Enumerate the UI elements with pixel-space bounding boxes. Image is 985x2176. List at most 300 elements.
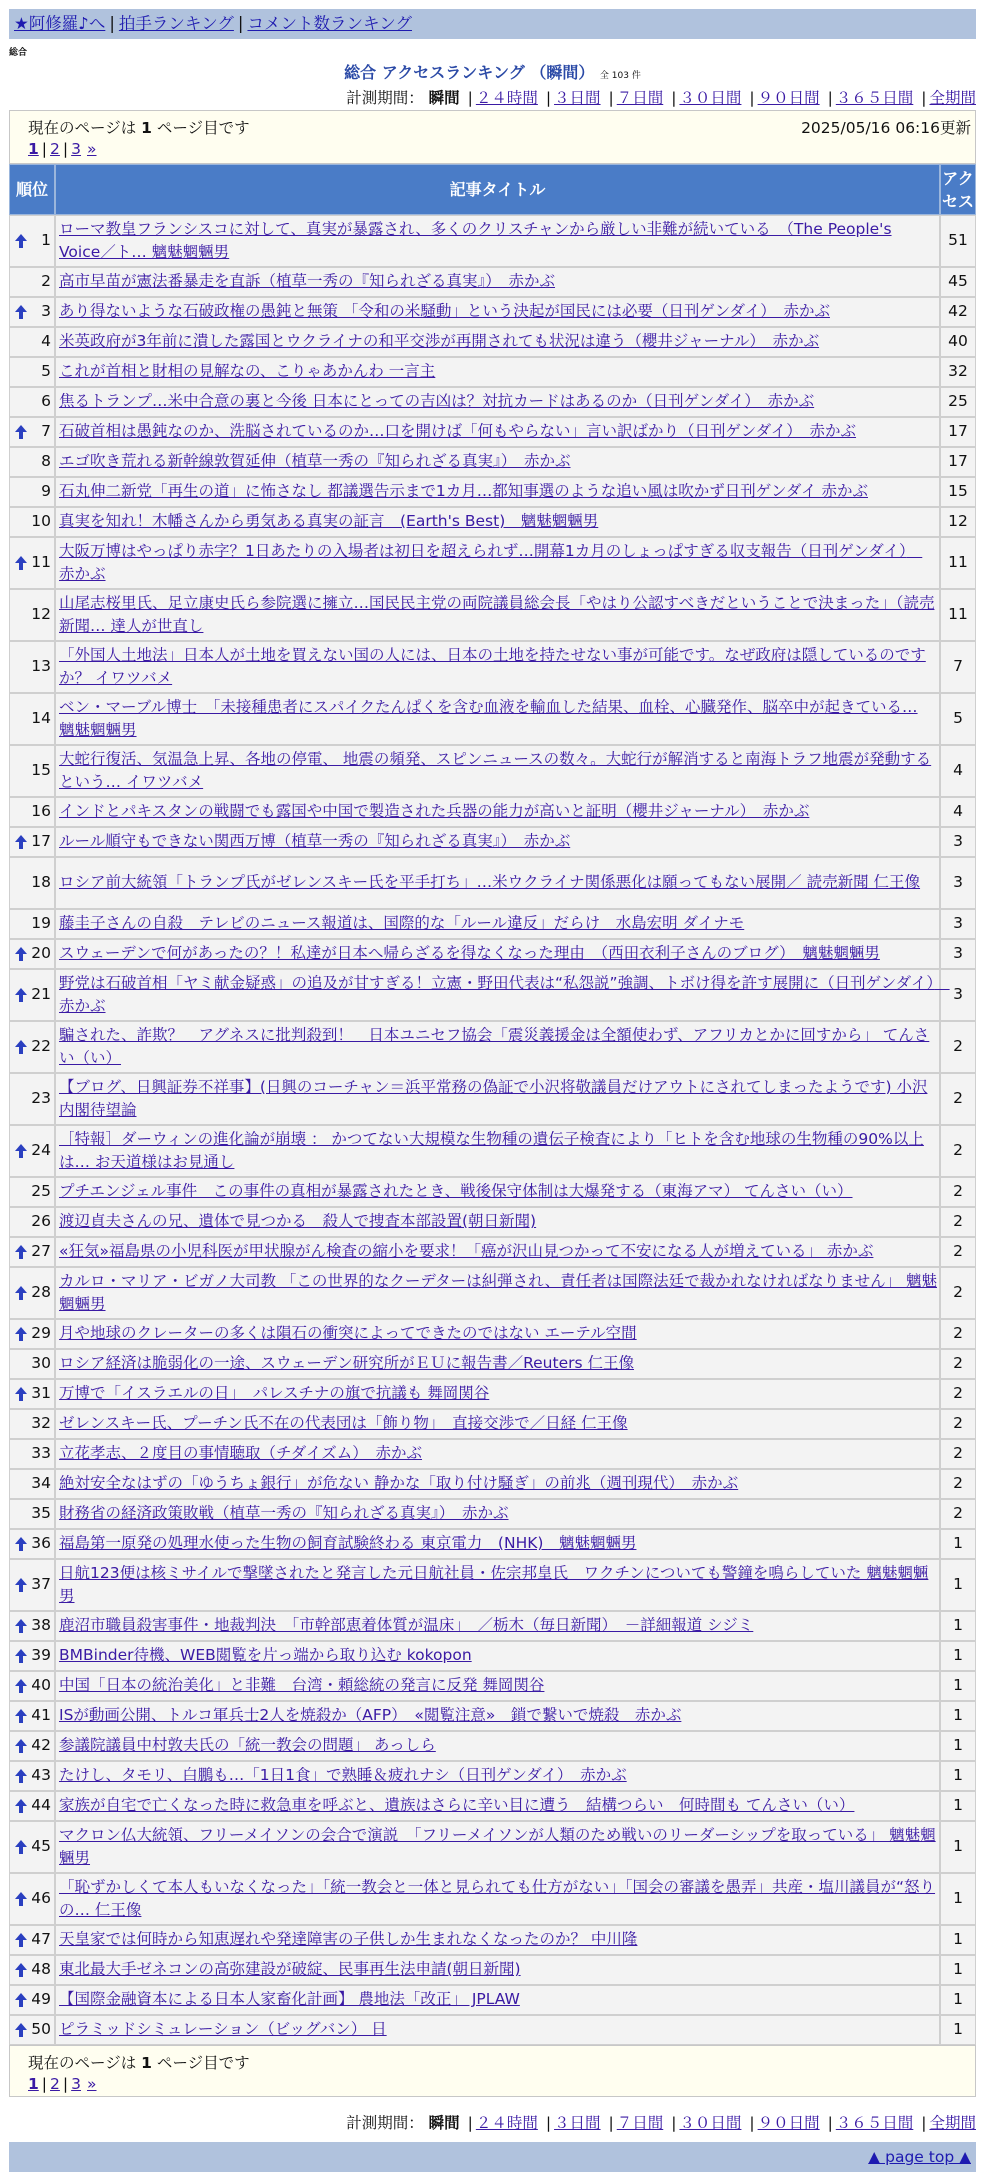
period-link-all[interactable]: 全期間 (929, 89, 976, 107)
access-count: 1 (940, 1641, 976, 1671)
ranking-table (9, 164, 976, 2045)
table-row (9, 417, 976, 447)
access-count: 1 (940, 1701, 976, 1731)
table-row (9, 969, 976, 1021)
article-link[interactable]: BMBinder待機、WEB閲覧を片っ端から取り込む kokopon (59, 1646, 472, 1665)
title-cell (55, 1955, 940, 1985)
rank-cell (9, 1873, 55, 1925)
article-link[interactable]: 大阪万博はやっぱり赤字？1日あたりの入場者は初日を超えられず…開幕1カ月のしょっぱすぎる収支報告（日刊ゲンダイ） 赤かぶ (59, 541, 923, 583)
page-link-1[interactable]: 1 (28, 140, 39, 158)
article-link[interactable]: ルール順守もできない関西万博（植草一秀の『知られざる真実』） 赤かぶ (59, 832, 571, 851)
table-row (9, 939, 976, 969)
rank-number: 29 (31, 1324, 51, 1343)
rank-cell (9, 745, 55, 797)
article-link[interactable]: これが首相と財相の見解なの、こりゃあかんわ 一言主 (59, 362, 436, 381)
page-link-next[interactable]: » (87, 140, 97, 158)
article-link[interactable]: 「外国人土地法」日本人が土地を買えない国の人には、日本の土地を持たせない事が可能です。なぜ政府は隠しているのですか？ イワツバメ (59, 645, 926, 687)
rank-number: 43 (31, 1766, 51, 1785)
rank-cell (9, 1073, 55, 1125)
access-count: 42 (940, 297, 976, 327)
access-count: 11 (940, 537, 976, 589)
rank-cell (9, 969, 55, 1021)
table-row (9, 387, 976, 417)
access-count: 2 (940, 1319, 976, 1349)
rank-cell (9, 857, 55, 909)
rank-cell (9, 477, 55, 507)
article-link[interactable]: 山尾志桜里氏、足立康史氏ら参院選に擁立…国民民主党の両院議員総会長「やはり公認すべきだということで決まった」（読売新聞… 達人が世直し (59, 593, 935, 635)
title-cell (55, 1821, 940, 1873)
access-count: 1 (940, 1821, 976, 1873)
table-row (9, 1125, 976, 1177)
title-cell (55, 1791, 940, 1821)
table-row (9, 909, 976, 939)
rank-number: 46 (31, 1889, 51, 1908)
table-row (9, 507, 976, 537)
table-row (9, 827, 976, 857)
rank-cell (9, 447, 55, 477)
rank-cell (9, 1761, 55, 1791)
period-current: 瞬間 (428, 2114, 460, 2132)
period-link-3d[interactable]: ３日間 (554, 89, 601, 107)
access-count: 2 (940, 1499, 976, 1529)
page-info-bottom (9, 2045, 976, 2097)
rank-cell (9, 357, 55, 387)
article-link[interactable]: 石破首相は愚鈍なのか、洗脳されているのか…口を開けば「何もやらない」言い訳ばかり（日刊ゲンダイ） 赤かぶ (59, 422, 857, 441)
rank-number: 21 (31, 985, 51, 1004)
rank-number: 12 (31, 605, 51, 624)
rank-number: 37 (31, 1575, 51, 1594)
period-link-all[interactable]: 全期間 (929, 2114, 976, 2132)
access-count: 1 (940, 1925, 976, 1955)
up-arrow-icon (14, 1618, 28, 1634)
table-row (9, 1073, 976, 1125)
rank-number: 8 (41, 452, 51, 471)
current-page-text: 現在のページは 1 ページ目です (28, 2054, 250, 2072)
article-link[interactable]: 財務省の経済政策敗戦（植草一秀の『知られざる真実』） 赤かぶ (59, 1504, 509, 1523)
rank-cell (9, 387, 55, 417)
table-row (9, 1021, 976, 1073)
period-link-365d[interactable]: ３６５日間 (835, 2114, 914, 2132)
table-row (9, 1791, 976, 1821)
rank-cell (9, 1207, 55, 1237)
article-link[interactable]: エゴ吹き荒れる新幹線敦賀延伸（植草一秀の『知られざる真実』） 赤かぶ (59, 452, 571, 471)
article-link[interactable]: インドとパキスタンの戦闘でも露国や中国で製造された兵器の能力が高いと証明（櫻井ジャーナル） 赤かぶ (59, 802, 810, 821)
article-link[interactable]: 福島第一原発の処理水使った生物の飼育試験終わる 東京電力 (NHK) 魑魅魍魎男 (59, 1534, 637, 1553)
access-count: 1 (940, 1985, 976, 2015)
title-cell (55, 327, 940, 357)
rank-cell (9, 797, 55, 827)
rank-cell (9, 693, 55, 745)
rank-cell (9, 327, 55, 357)
rank-cell (9, 1731, 55, 1761)
table-row (9, 477, 976, 507)
title-cell (55, 447, 940, 477)
rank-number: 30 (31, 1354, 51, 1373)
up-arrow-icon (14, 1536, 28, 1552)
article-link[interactable]: 家族が自宅で亡くなった時に救急車を呼ぶと、遺族はさらに辛い目に遭う 結構つらい 何時間も てんさい（い） (59, 1796, 855, 1815)
rank-cell (9, 417, 55, 447)
table-row (9, 1499, 976, 1529)
title-cell (55, 1409, 940, 1439)
article-link[interactable]: 鹿沼市職員殺害事件・地裁判決 「市幹部恵着体質が温床」 ／栃木（毎日新聞） －詳細報道 シジミ (59, 1616, 754, 1635)
table-row (9, 1439, 976, 1469)
table-row (9, 797, 976, 827)
rank-cell (9, 1791, 55, 1821)
table-row (9, 2015, 976, 2045)
title-cell (55, 641, 940, 693)
title-cell (55, 1641, 940, 1671)
article-link[interactable]: 焦るトランプ…米中合意の裏と今後 日本にとっての吉凶は？対抗カードはあるのか（日刊ゲンダイ） 赤かぶ (59, 392, 815, 411)
rank-number: 25 (31, 1182, 51, 1201)
title-cell (55, 1021, 940, 1073)
rank-number: 31 (31, 1384, 51, 1403)
title-cell (55, 857, 940, 909)
article-link[interactable]: ロシア経済は脆弱化の一途、スウェーデン研究所がＥＵに報告書／Reuters 仁王像 (59, 1354, 634, 1373)
article-link[interactable]: 【国際金融資本による日本人家畜化計画】 農地法「改正」 JPLAW (59, 1990, 520, 2009)
access-count: 2 (940, 1267, 976, 1319)
period-link-30d[interactable]: ３０日間 (679, 89, 742, 107)
up-arrow-icon (14, 987, 28, 1003)
access-count: 1 (940, 1955, 976, 1985)
table-row (9, 1821, 976, 1873)
article-link[interactable]: 中国「日本の統治美化」と非難 台湾・頼総統の発言に反発 舞岡関谷 (59, 1676, 545, 1695)
table-row (9, 1955, 976, 1985)
rank-number: 47 (31, 1930, 51, 1949)
nav-link-comment-ranking[interactable]: コメント数ランキング (247, 14, 412, 33)
table-row (9, 447, 976, 477)
rank-cell (9, 1671, 55, 1701)
article-link[interactable]: スウェーデンで何があったの？！私達が日本へ帰らざるを得なくなった理由 （西田衣利子さんのブログ） 魑魅魍魎男 (59, 944, 880, 963)
article-link[interactable]: たけし、タモリ、白鵬も…「1日1食」で熟睡＆疲れナシ（日刊ゲンダイ） 赤かぶ (59, 1766, 627, 1785)
access-count: 5 (940, 693, 976, 745)
period-link-365d[interactable]: ３６５日間 (835, 89, 914, 107)
rank-number: 44 (31, 1796, 51, 1815)
access-count: 2 (940, 1439, 976, 1469)
period-current: 瞬間 (428, 89, 460, 107)
rank-cell (9, 1925, 55, 1955)
current-page-text: 現在のページは 1 ページ目です (28, 119, 250, 137)
rank-cell (9, 507, 55, 537)
article-link[interactable]: プチエンジェル事件 この事件の真相が暴露されたとき、戦後保守体制は大爆発する（東海アマ） てんさい（い） (59, 1182, 853, 1201)
rank-number: 49 (31, 1990, 51, 2009)
period-selector-bottom: 計測期間： 瞬間 | ２４時間 | ３日間 | ７日間 | ３０日間 | ９０日間 | ３６５日間 | 全期間 (346, 2114, 976, 2132)
page-top-link[interactable]: ▲ page top ▲ (868, 2148, 971, 2166)
up-arrow-icon (14, 1962, 28, 1978)
access-count: 3 (940, 969, 976, 1021)
access-count: 1 (940, 1761, 976, 1791)
article-link[interactable]: 【ブログ、日興証券不祥事】(日興のコーチャン＝浜平常務の偽証で小沢将敬議員だけアウトにされてしまったようです) 小沢内閣待望論 (59, 1077, 928, 1119)
article-link[interactable]: 万博で「イスラエルの日」 パレスチナの旗で抗議も 舞岡関谷 (59, 1384, 490, 1403)
rank-cell (9, 1985, 55, 2015)
title-cell (55, 1349, 940, 1379)
rank-number: 17 (31, 832, 51, 851)
rank-number: 15 (31, 761, 51, 780)
rank-cell (9, 1439, 55, 1469)
article-link[interactable]: 米英政府が3年前に潰した露国とウクライナの和平交渉が再開されても状況は違う（櫻井ジャーナル） 赤かぶ (59, 332, 820, 351)
rank-cell (9, 1379, 55, 1409)
ranking-body (9, 215, 976, 2045)
table-row (9, 1641, 976, 1671)
access-count: 12 (940, 507, 976, 537)
rank-cell (9, 1319, 55, 1349)
header-title: 記事タイトル (55, 164, 940, 215)
rank-number: 19 (31, 914, 51, 933)
table-row (9, 745, 976, 797)
table-row (9, 641, 976, 693)
rank-cell (9, 1021, 55, 1073)
article-link[interactable]: 野党は石破首相「ヤミ献金疑惑」の追及が甘すぎる！立憲・野田代表は“私怨説”強調、トボけ得を許す展開に（日刊ゲンダイ） 赤かぶ (59, 973, 950, 1015)
total-count: 全 103 件 (599, 71, 641, 81)
title-cell (55, 797, 940, 827)
up-arrow-icon (14, 1285, 28, 1301)
title-cell (55, 215, 940, 267)
access-count: 2 (940, 1379, 976, 1409)
title-cell (55, 357, 940, 387)
rank-cell (9, 1955, 55, 1985)
up-arrow-icon (14, 1648, 28, 1664)
table-row (9, 857, 976, 909)
rank-number: 28 (31, 1283, 51, 1302)
up-arrow-icon (14, 1326, 28, 1342)
up-arrow-icon (14, 1577, 28, 1593)
period-link-90d[interactable]: ９０日間 (757, 89, 820, 107)
article-link[interactable]: 「恥ずかしくて本人もいなくなった」「統一教会と一体と見られても仕方がない」「国会の審議を愚弄」共産・塩川議員が“怒りの… 仁王像 (59, 1877, 936, 1919)
rank-cell (9, 2015, 55, 2045)
page-link-2[interactable]: 2 (50, 140, 60, 158)
title-cell (55, 969, 950, 1021)
period-label: 計測期間： (346, 2114, 424, 2132)
article-link[interactable]: 絶対安全なはずの「ゆうちょ銀行」が危ない 静かな「取り付け騒ぎ」の前兆（週刊現代） 赤かぶ (59, 1474, 739, 1493)
rank-cell (9, 537, 55, 589)
period-link-24h[interactable]: ２４時間 (475, 2114, 538, 2132)
article-link[interactable]: 立花孝志、２度目の事情聴取（チダイズム） 赤かぶ (59, 1444, 423, 1463)
period-link-7d[interactable]: ７日間 (616, 89, 664, 107)
page-link-next[interactable]: » (87, 2075, 97, 2093)
table-row (9, 1671, 976, 1701)
table-row (9, 1529, 976, 1559)
article-link[interactable]: 石丸伸二新党「再生の道」に怖さなし 都議選告示まで1カ月…都知事選のような追い風は吹かず日刊ゲンダイ 赤かぶ (59, 482, 868, 501)
up-arrow-icon (14, 424, 28, 440)
rank-cell (9, 1499, 55, 1529)
up-arrow-icon (14, 1244, 28, 1260)
article-link[interactable]: 大蛇行復活、気温急上昇、各地の停電、 地震の頻発、スピンニュースの数々。大蛇行が解消すると南海トラフ地震が発動するという… イワツバメ (59, 749, 932, 791)
rank-cell (9, 641, 55, 693)
rank-cell (9, 1611, 55, 1641)
table-row (9, 297, 976, 327)
rank-cell (9, 1701, 55, 1731)
article-link[interactable]: 天皇家では何時から知恵遅れや発達障害の子供しか生まれなくなったのか？ 中川隆 (59, 1930, 638, 1949)
table-row (9, 693, 976, 745)
rank-cell (9, 939, 55, 969)
access-count: 2 (940, 1177, 976, 1207)
rank-number: 18 (31, 873, 51, 892)
access-count: 3 (940, 909, 976, 939)
up-arrow-icon (14, 946, 28, 962)
title-cell (55, 1731, 940, 1761)
article-link[interactable]: 参議院議員中村敦夫氏の「統一教会の問題」 あっしら (59, 1736, 436, 1755)
title-cell (55, 1237, 940, 1267)
article-link[interactable]: 高市早苗が憲法番暴走を直訴（植草一秀の『知られざる真実』） 赤かぶ (59, 272, 556, 291)
access-count: 11 (940, 589, 976, 641)
title-cell (55, 827, 940, 857)
table-row (9, 1873, 976, 1925)
title-cell (55, 1701, 940, 1731)
up-arrow-icon (14, 834, 28, 850)
table-row (9, 1409, 976, 1439)
title-cell (55, 1177, 940, 1207)
updated-timestamp: 2025/05/16 06:16更新 (801, 119, 971, 137)
access-count: 2 (940, 1207, 976, 1237)
period-link-24h[interactable]: ２４時間 (475, 89, 538, 107)
article-link[interactable]: 藤圭子さんの自殺 テレビのニュース報道は、国際的な「ルール違反」だらけ 水島宏明 ダイナモ (59, 914, 745, 933)
article-link[interactable]: ［特報］ダーウィンの進化論が崩壊 ： かつてない大規模な生物種の遺伝子検査により「ヒトを含む地球の生物種の90%以上は… お天道様はお見通し (59, 1129, 924, 1171)
title-cell (55, 1207, 940, 1237)
rank-number: 32 (31, 1414, 51, 1433)
article-link[interactable]: ISが動画公開、トルコ軍兵士2人を焼殺か（AFP） «閲覧注意» 鎖で繋いで焼殺 赤かぶ (59, 1706, 682, 1725)
article-link[interactable]: 日航123便は核ミサイルで撃墜されたと発言した元日航社員・佐宗邦皇氏 ワクチンについても警鐘を鳴らしていた 魑魅魍魎男 (59, 1563, 929, 1605)
rank-number: 24 (31, 1141, 51, 1160)
rank-cell (9, 909, 55, 939)
article-link[interactable]: ゼレンスキー氏、プーチン氏不在の代表団は「飾り物」 直接交渉で／日経 仁王像 (59, 1414, 628, 1433)
title-cell (55, 267, 940, 297)
rank-number: 45 (31, 1837, 51, 1856)
rank-number: 50 (31, 2020, 51, 2039)
article-link[interactable]: カルロ・マリア・ビガノ大司教 「この世界的なクーデターは糾弾され、責任者は国際法廷で裁かれなければなりません」 魑魅魍魎男 (59, 1271, 938, 1313)
rank-number: 2 (41, 272, 51, 291)
article-link[interactable]: «狂気»福島県の小児科医が甲状腺がん検査の縮小を要求！「癌が沢山見つかって不安になる人が増えている」 赤かぶ (59, 1242, 874, 1261)
rank-number: 36 (31, 1534, 51, 1553)
nav-link-clap-ranking[interactable]: 拍手ランキング (118, 14, 234, 33)
rank-number: 42 (31, 1736, 51, 1755)
rank-cell (9, 267, 55, 297)
access-count: 1 (940, 1671, 976, 1701)
access-count: 2 (940, 1409, 976, 1439)
period-link-30d[interactable]: ３０日間 (679, 2114, 742, 2132)
up-arrow-icon (14, 1039, 28, 1055)
table-row (9, 1611, 976, 1641)
table-row (9, 537, 976, 589)
access-count: 1 (940, 2015, 976, 2045)
rank-cell (9, 1821, 55, 1873)
up-arrow-icon (14, 1992, 28, 2008)
title-cell (55, 1319, 940, 1349)
rank-number: 39 (31, 1646, 51, 1665)
up-arrow-icon (14, 555, 28, 571)
article-link[interactable]: 月や地球のクレーターの多くは隕石の衝突によってできたのではない エーテル空間 (59, 1324, 637, 1343)
title-cell (55, 1469, 940, 1499)
rank-cell (9, 827, 55, 857)
table-row (9, 327, 976, 357)
article-link[interactable]: あり得ないような石破政権の愚鈍と無策 「令和の米騒動」という決起が国民には必要（日刊ゲンダイ） 赤かぶ (59, 302, 830, 321)
table-row (9, 1207, 976, 1237)
period-link-3d[interactable]: ３日間 (554, 2114, 601, 2132)
nav-separator: | (109, 14, 115, 33)
rank-number: 38 (31, 1616, 51, 1635)
table-row (9, 215, 976, 267)
category-label: 総合 (9, 48, 28, 58)
access-count: 1 (940, 1731, 976, 1761)
page-link-3[interactable]: 3 (71, 2075, 82, 2093)
pagination-bottom: 1 | 2 | 3 » (28, 2075, 97, 2093)
access-count: 3 (940, 857, 976, 909)
title-cell (55, 1073, 940, 1125)
rank-number: 10 (31, 512, 51, 531)
table-row (9, 357, 976, 387)
access-count: 17 (940, 447, 976, 477)
rank-number: 33 (31, 1444, 51, 1463)
title-cell (55, 297, 940, 327)
access-count: 2 (940, 1237, 976, 1267)
period-selector-top: 計測期間： 瞬間 | ２４時間 | ３日間 | ７日間 | ３０日間 | ９０日間 | ３６５日間 | 全期間 (346, 89, 976, 107)
rank-cell (9, 215, 55, 267)
access-count: 2 (940, 1073, 976, 1125)
access-count: 32 (940, 357, 976, 387)
rank-number: 40 (31, 1676, 51, 1695)
table-row (9, 1177, 976, 1207)
rank-cell (9, 1177, 55, 1207)
title-cell (55, 693, 940, 745)
article-link[interactable]: ピラミッドシミュレーション（ビッグバン） 日 (59, 2020, 387, 2039)
access-count: 2 (940, 1349, 976, 1379)
nav-link-asyura[interactable]: ★阿修羅♪へ (14, 14, 106, 33)
rank-number: 11 (31, 553, 51, 572)
rank-number: 13 (31, 657, 51, 676)
article-link[interactable]: ベン・マーブル博士 「未接種患者にスパイクたんぱくを含む血液を輸血した結果、血栓、心臓発作、脳卒中が起きている… 魑魅魍魎男 (59, 697, 918, 739)
pagination-top: 1 | 2 | 3 » (28, 140, 97, 158)
access-count: 3 (940, 939, 976, 969)
up-arrow-icon (14, 1768, 28, 1784)
page-link-1[interactable]: 1 (28, 2075, 39, 2093)
access-count: 2 (940, 1125, 976, 1177)
rank-cell (9, 1409, 55, 1439)
rank-number: 20 (31, 944, 51, 963)
article-link[interactable]: ローマ教皇フランシスコに対して、真実が暴露され、多くのクリスチャンから厳しい非難が続いている （The People's Voice／ト… 魑魅魍魎男 (59, 219, 892, 261)
page-link-3[interactable]: 3 (71, 140, 82, 158)
title-cell (55, 1925, 940, 1955)
rank-number: 1 (41, 231, 51, 250)
table-header-row (9, 164, 976, 215)
rank-cell (9, 1469, 55, 1499)
rank-number: 7 (41, 422, 51, 441)
page-heading: 総合 アクセスランキング （瞬間） (344, 63, 595, 82)
title-cell (55, 2015, 940, 2045)
period-link-90d[interactable]: ９０日間 (757, 2114, 820, 2132)
access-count: 4 (940, 797, 976, 827)
rank-cell (9, 1349, 55, 1379)
article-link[interactable]: マクロン仏大統領、フリーメイソンの会合で演説 「フリーメイソンが人類のため戦いのリーダーシップを取っている」 魑魅魍魎男 (59, 1825, 936, 1867)
period-link-7d[interactable]: ７日間 (616, 2114, 664, 2132)
table-row (9, 1559, 976, 1611)
title-cell (55, 1559, 940, 1611)
page-info-top (9, 110, 976, 164)
access-count: 2 (940, 1469, 976, 1499)
up-arrow-icon (14, 1143, 28, 1159)
access-count: 7 (940, 641, 976, 693)
table-row (9, 1925, 976, 1955)
rank-number: 14 (31, 709, 51, 728)
article-link[interactable]: 東北最大手ゼネコンの高弥建設が破綻、民事再生法申請(朝日新聞) (59, 1960, 521, 1979)
article-link[interactable]: 真実を知れ！木幡さんから勇気ある真実の証言 (Earth's Best) 魑魅魍魎男 (59, 512, 599, 531)
rank-number: 26 (31, 1212, 51, 1231)
article-link[interactable]: 渡辺貞夫さんの兄、遺体で見つかる 殺人で捜査本部設置(朝日新聞) (59, 1212, 537, 1231)
title-cell (55, 1499, 940, 1529)
table-row (9, 1469, 976, 1499)
article-link[interactable]: ロシア前大統領「トランプ氏がゼレンスキー氏を平手打ち」…米ウクライナ関係悪化は願ってもない展開／ 読売新聞 仁王像 (59, 873, 921, 892)
article-link[interactable]: 騙された、詐欺？ アグネスに批判殺到！ 日本ユニセフ協会「震災義援金は全額使わず、アフリカとかに回すから」 てんさい（い） (59, 1025, 930, 1067)
access-count: 4 (940, 745, 976, 797)
table-row (9, 589, 976, 641)
page-link-2[interactable]: 2 (50, 2075, 60, 2093)
